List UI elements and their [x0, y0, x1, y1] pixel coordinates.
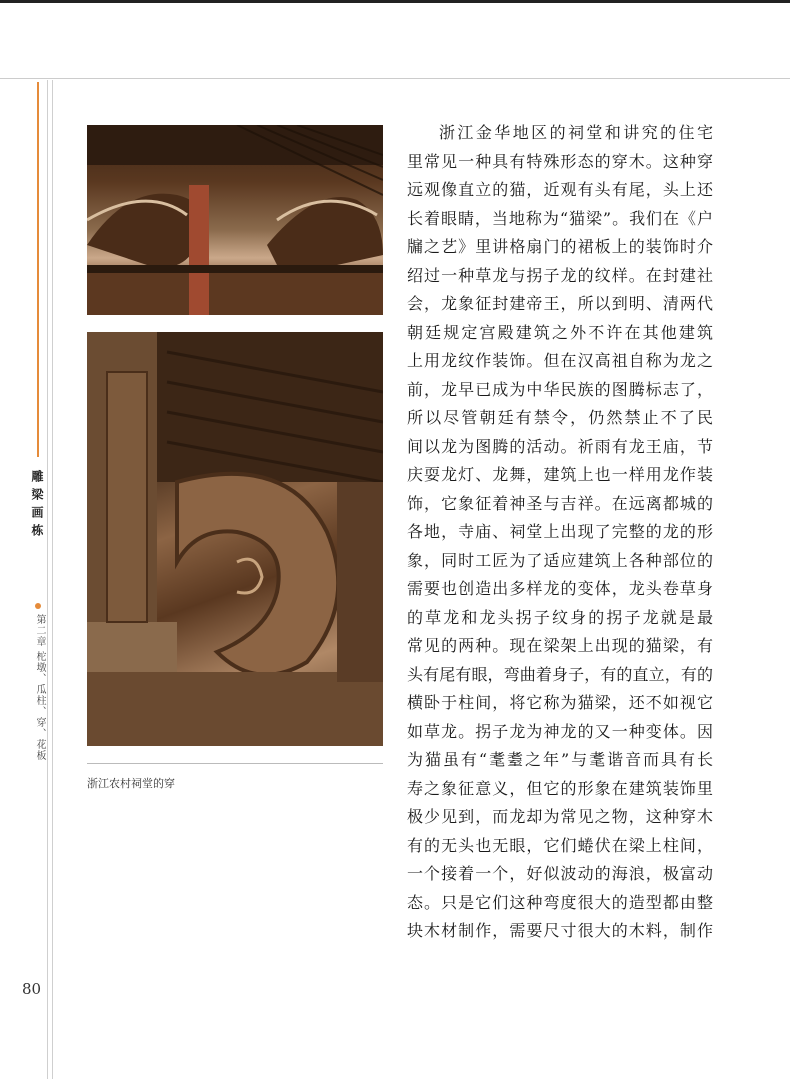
running-chapter-title: 第二章 柁墩、瓜柱、穿、花板	[34, 614, 45, 762]
carved-bracket-illustration-top	[87, 125, 383, 315]
body-line: 象，同时工匠为了适应建筑上各种部位的	[407, 550, 713, 570]
body-line: 块木材制作，需要尺寸很大的木料，制作	[407, 921, 713, 940]
body-line: 极少见到，而龙却为常见之物，这种穿木	[407, 807, 713, 826]
body-line: 头有尾有眼，弯曲着身子，有的直立，有的	[407, 664, 713, 684]
body-line: 远观像直立的猫，近观有头有尾，头上还	[407, 180, 713, 199]
body-line: 态。只是它们这种弯度很大的造型都由整	[407, 892, 713, 912]
body-line: 如草龙。拐子龙为神龙的又一种变体。因	[407, 721, 713, 741]
margin-rule-outer	[47, 80, 48, 1079]
body-line: 寿之象征意义，但它的形象在建筑装饰里	[407, 778, 713, 798]
photo-bracket-top	[87, 125, 383, 315]
body-line: 需要也创造出多样龙的变体，龙头卷草身	[407, 579, 713, 598]
body-line: 的草龙和龙头拐子纹身的拐子龙就是最	[407, 607, 713, 627]
body-text	[407, 119, 713, 946]
caption-divider	[87, 763, 383, 764]
body-line: 各地，寺庙、祠堂上出现了完整的龙的形	[407, 522, 713, 541]
body-line: 长着眼睛，当地称为“猫梁”。我们在《户	[407, 208, 713, 228]
body-line: 常见的两种。现在梁架上出现的猫梁，有	[407, 636, 713, 655]
body-line: 有的无头也无眼，它们蜷伏在梁上柱间，	[407, 835, 713, 855]
running-section-title: 雕梁画栋	[30, 470, 44, 542]
body-line: 绍过一种草龙与拐子龙的纹样。在封建社	[407, 265, 713, 285]
carved-bracket-illustration-bottom	[87, 332, 383, 746]
body-line: 牖之艺》里讲格扇门的裙板上的装饰时介	[407, 237, 713, 256]
page-number: 80	[22, 980, 42, 998]
margin-rule-inner	[52, 80, 53, 1079]
header-margin	[0, 3, 790, 79]
body-line: 上用龙纹作装饰。但在汉高祖自称为龙之	[407, 351, 713, 370]
body-line: 一个接着一个，好似波动的海浪，极富动	[407, 864, 713, 883]
body-line: 间以龙为图腾的活动。祈雨有龙王庙，节	[407, 436, 713, 456]
body-line: 庆耍龙灯、龙舞，建筑上也一样用龙作装	[407, 465, 713, 484]
chapter-bullet-icon	[35, 603, 41, 609]
body-line: 里常见一种具有特殊形态的穿木。这种穿	[407, 151, 713, 171]
figure-caption: 浙江农村祠堂的穿	[87, 778, 175, 790]
margin-accent-bar	[37, 82, 39, 457]
body-line: 浙江金华地区的祠堂和讲究的住宅	[439, 123, 713, 142]
body-line: 朝廷规定宫殿建筑之外不许在其他建筑	[407, 322, 713, 342]
body-line: 前，龙早已成为中华民族的图腾标志了，	[407, 379, 713, 399]
body-line: 为猫虽有“耄耋之年”与耄谐音而具有长	[407, 750, 713, 769]
body-line: 饰，它象征着神圣与吉祥。在远离都城的	[407, 493, 713, 513]
body-line: 横卧于柱间，将它称为猫梁，还不如视它	[407, 693, 713, 712]
body-line: 所以尽管朝廷有禁令，仍然禁止不了民	[407, 408, 713, 427]
photo-bracket-bottom	[87, 332, 383, 746]
body-line: 会，龙象征封建帝王，所以到明、清两代	[407, 294, 713, 313]
